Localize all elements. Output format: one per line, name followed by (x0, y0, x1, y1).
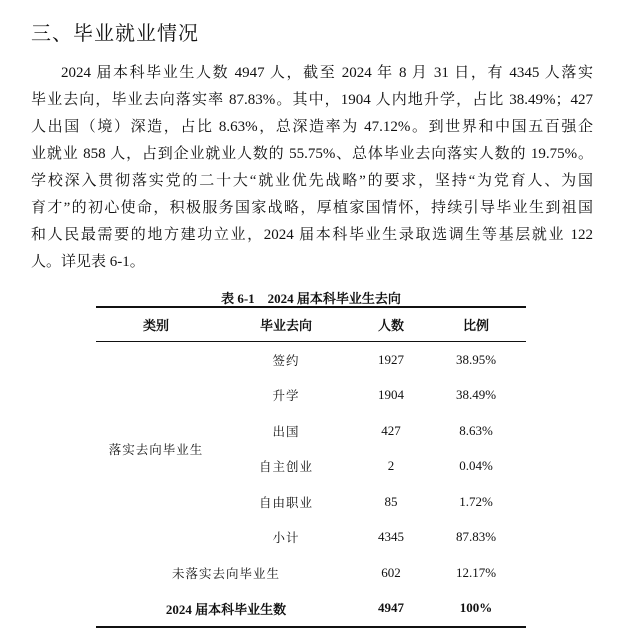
table-row-unplaced (96, 555, 526, 591)
ratio-cell: 0.04% (459, 458, 493, 474)
paragraph-line: 业就业 858 人，占到企业就业人数的 55.75%、总体毕业去向落实人数的 19.75%。 (31, 146, 593, 162)
paragraph-line: 人。详见表 6-1。 (31, 254, 145, 270)
header-destination: 毕业去向 (216, 307, 356, 342)
ratio-cell: 87.83% (455, 529, 497, 545)
ratio-cell: 1.72% (459, 493, 493, 509)
ratio-cell: 8.63% (459, 422, 493, 438)
unplaced-label: 未落实去向毕业生 (171, 565, 280, 581)
paragraph-line: 和人民最需要的地方建功立业，2024 届本科毕业生录取选调生等基层就业 122 (31, 227, 593, 243)
ratio-cell: 38.49% (455, 387, 497, 403)
paragraph-line: 2024 届本科毕业生人数 4947 人，截至 2024 年 8 月 31 日，有 4345 人落实 (61, 65, 593, 81)
header-category: 类别 (96, 307, 216, 342)
destination-cell: 升学 (272, 388, 300, 404)
total-count: 4947 (378, 600, 404, 616)
table-row-total (96, 591, 526, 628)
count-cell: 4345 (378, 529, 404, 545)
table-row (96, 342, 526, 378)
count-cell: 85 (384, 493, 398, 509)
count-cell: 602 (381, 564, 401, 580)
total-ratio: 100% (459, 600, 493, 616)
destination-cell: 自由职业 (258, 494, 313, 510)
paragraph-line: 育才”的初心使命，积极服务国家战略，厚植家国情怀，持续引导毕业生到祖国 (31, 200, 593, 216)
paragraph-line: 学校深入贯彻落实党的二十大“就业优先战略”的要求，坚持“为党育人、为国 (31, 173, 593, 189)
destination-cell: 签约 (272, 352, 300, 368)
count-cell: 1927 (378, 351, 404, 367)
group-label: 落实去向毕业生 (108, 441, 204, 457)
paragraph-line: 人出国（境）深造，占比 8.63%，总深造率为 47.12%。到世界和中国五百强企 (31, 119, 593, 135)
paragraph-line: 毕业去向，毕业去向落实率 87.83%。其中，1904 人内地升学，占比 38.49%；427 (31, 92, 593, 108)
table-header-row (96, 307, 526, 342)
destination-cell: 出国 (272, 423, 300, 439)
section-heading: 三、毕业就业情况 (31, 21, 199, 45)
header-ratio: 比例 (426, 307, 526, 342)
ratio-cell: 38.95% (455, 351, 497, 367)
subtotal-label: 小计 (272, 530, 300, 546)
total-label: 2024 届本科毕业生数 (165, 601, 287, 617)
body-paragraph (31, 60, 593, 276)
destination-table (96, 306, 526, 628)
header-count: 人数 (356, 307, 426, 342)
ratio-cell: 12.17% (455, 564, 497, 580)
count-cell: 427 (381, 422, 401, 438)
count-cell: 1904 (378, 387, 404, 403)
count-cell: 2 (387, 458, 395, 474)
table-caption: 表 6-1 2024 届本科毕业生去向 (221, 291, 401, 306)
destination-cell: 自主创业 (258, 459, 313, 475)
